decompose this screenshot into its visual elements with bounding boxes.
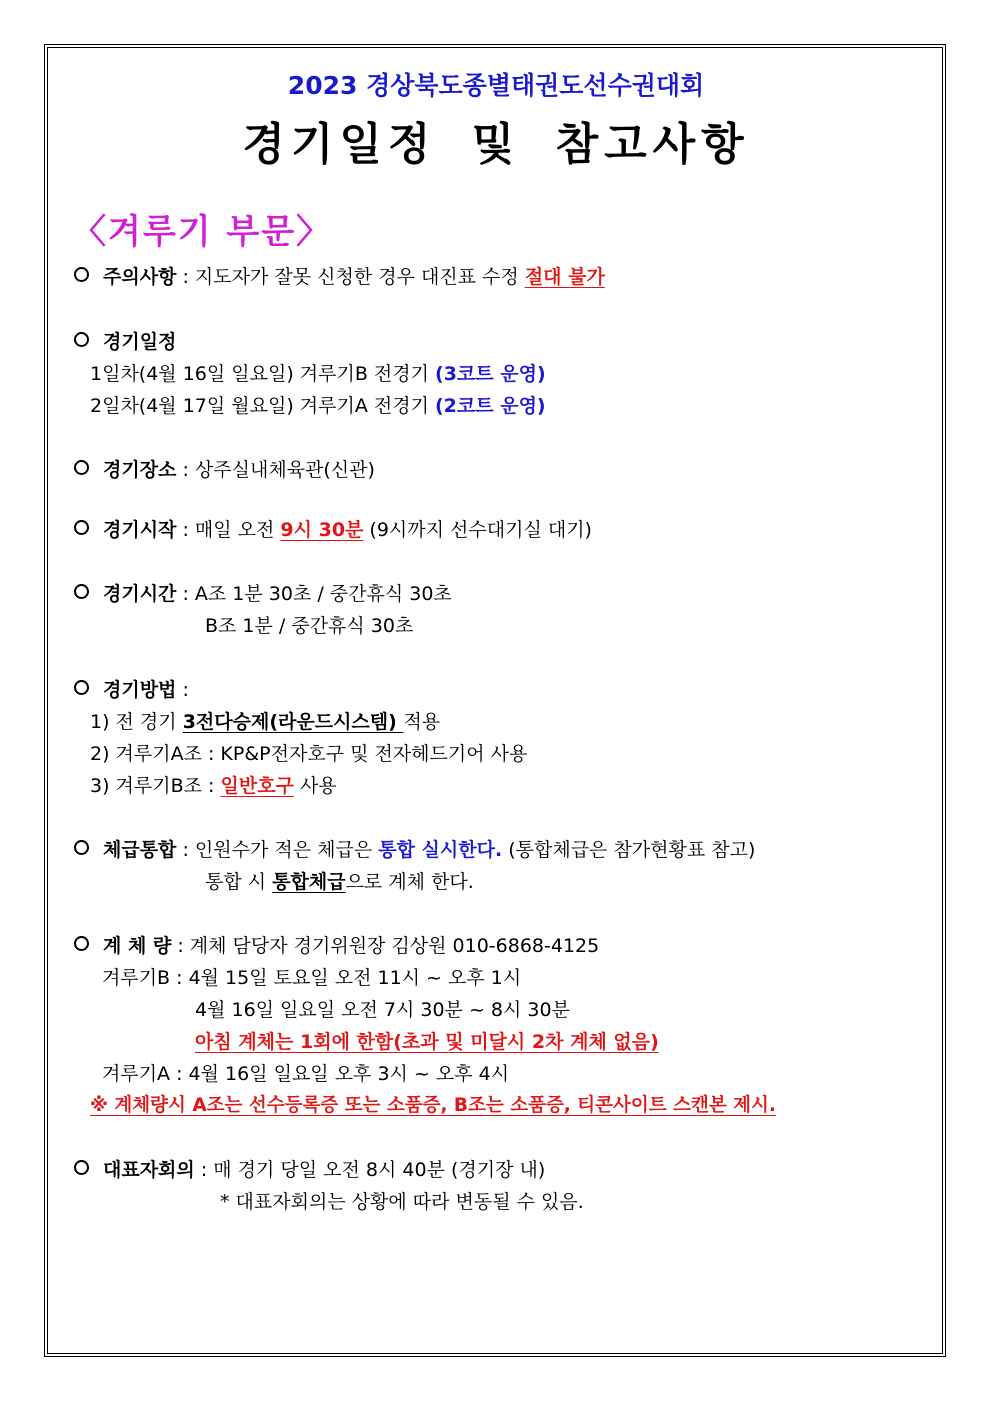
method-item-1 <box>90 707 440 734</box>
merge-line-2-post: 으로 계체 한다. <box>345 871 474 893</box>
method-label: 경기방법 <box>103 679 177 701</box>
circle-bullet-icon <box>74 460 89 475</box>
merge-post: (통합체급은 참가현황표 참고) <box>502 839 756 861</box>
weighin-separator: : <box>171 935 190 957</box>
method-item-1-pre: 1) 전 경기 <box>90 711 183 733</box>
venue-separator: : <box>176 459 195 481</box>
circle-bullet-icon <box>74 267 89 282</box>
duration-label: 경기시간 <box>103 583 177 605</box>
weighin-label: 계 체 량 <box>103 935 172 957</box>
event-title: 2023 경상북도종별태권도선수권대회 <box>287 71 705 100</box>
circle-bullet-icon <box>74 680 89 695</box>
schedule-day2 <box>90 391 546 418</box>
method-item-3 <box>90 771 337 798</box>
method-item-1-emphasis: 3전다승제(라운드시스템) <box>182 711 404 733</box>
start-label: 경기시작 <box>103 519 177 541</box>
merge-separator: : <box>176 839 195 861</box>
notice-separator: : <box>176 266 195 288</box>
schedule-day2-text: 2일차(4월 17일 월요일) 겨루기A 전경기 <box>90 395 435 417</box>
merge-pre: 인원수가 적은 체급은 <box>194 839 379 861</box>
duration-row <box>74 579 452 606</box>
schedule-day1 <box>90 359 546 386</box>
method-item-3-post: 사용 <box>293 775 337 797</box>
merge-line-2 <box>205 867 474 894</box>
merge-row <box>74 835 755 862</box>
method-item-3-emphasis: 일반호구 <box>220 775 294 797</box>
circle-bullet-icon <box>74 936 89 951</box>
merge-emphasis: 통합 실시한다. <box>378 839 503 861</box>
duration-line-a: A조 1분 30초 / 중간휴식 30초 <box>194 583 452 605</box>
circle-bullet-icon <box>74 520 89 535</box>
merge-label: 체급통합 <box>103 839 177 861</box>
method-separator: : <box>176 679 189 701</box>
notice-emphasis: 절대 불가 <box>524 266 605 288</box>
weighin-contact: 계체 담당자 경기위원장 김상원 010-6868-4125 <box>189 935 600 957</box>
meeting-note: * 대표자회의는 상황에 따라 변동될 수 있음. <box>220 1191 584 1213</box>
page-title: 경기일정 및 참고사항 <box>242 119 750 170</box>
venue-row <box>74 455 375 482</box>
meeting-row <box>74 1155 545 1182</box>
start-time: 9시 30분 <box>280 519 364 541</box>
weighin-b-note: 아침 계체는 1회에 한함(초과 및 미달시 2차 계체 없음) <box>195 1031 659 1053</box>
method-item-3-pre: 3) 겨루기B조 : <box>90 775 221 797</box>
duration-line-b: B조 1분 / 중간휴식 30초 <box>205 615 414 637</box>
merge-line-2-pre: 통합 시 <box>205 871 273 893</box>
meeting-separator: : <box>194 1159 214 1181</box>
schedule-label: 경기일정 <box>103 331 177 353</box>
method-row <box>74 675 189 702</box>
start-separator: : <box>176 519 195 541</box>
meeting-label: 대표자회의 <box>103 1159 195 1181</box>
notice-row <box>74 262 605 289</box>
schedule-day1-text: 1일차(4월 16일 일요일) 겨루기B 전경기 <box>90 363 436 385</box>
circle-bullet-icon <box>74 840 89 855</box>
meeting-text: 매 경기 당일 오전 8시 40분 (경기장 내) <box>213 1159 546 1181</box>
section-heading: 〈겨루기 부문〉 <box>72 212 333 252</box>
weighin-b-line-1: 겨루기B : 4월 15일 토요일 오전 11시 ~ 오후 1시 <box>102 967 522 989</box>
circle-bullet-icon <box>74 584 89 599</box>
start-post: (9시까지 선수대기실 대기) <box>363 519 592 541</box>
weighin-a-line: 겨루기A : 4월 16일 일요일 오후 3시 ~ 오후 4시 <box>102 1063 510 1085</box>
venue-text: 상주실내체육관(신관) <box>194 459 375 481</box>
weighin-b-line-2: 4월 16일 일요일 오전 7시 30분 ~ 8시 30분 <box>195 999 570 1021</box>
schedule-row <box>74 327 176 354</box>
notice-text: 지도자가 잘못 신청한 경우 대진표 수정 <box>194 266 525 288</box>
merge-line-2-emphasis: 통합체급 <box>272 871 346 893</box>
weighin-id-note: ※ 계체량시 A조는 선수등록증 또는 소품증, B조는 소품증, 티콘사이트 스캔본 제시. <box>90 1095 776 1116</box>
duration-separator: : <box>176 583 195 605</box>
schedule-day1-courts: (3코트 운영) <box>435 363 546 385</box>
start-row <box>74 515 592 542</box>
method-item-1-post: 적용 <box>403 711 441 733</box>
schedule-day2-courts: (2코트 운영) <box>434 395 546 417</box>
method-item-2: 2) 겨루기A조 : KP&P전자호구 및 전자헤드기어 사용 <box>90 743 528 765</box>
venue-label: 경기장소 <box>103 459 177 481</box>
weighin-row <box>74 931 599 958</box>
start-pre: 매일 오전 <box>194 519 281 541</box>
notice-label: 주의사항 <box>103 266 177 288</box>
circle-bullet-icon <box>74 332 89 347</box>
circle-bullet-icon <box>74 1160 89 1175</box>
